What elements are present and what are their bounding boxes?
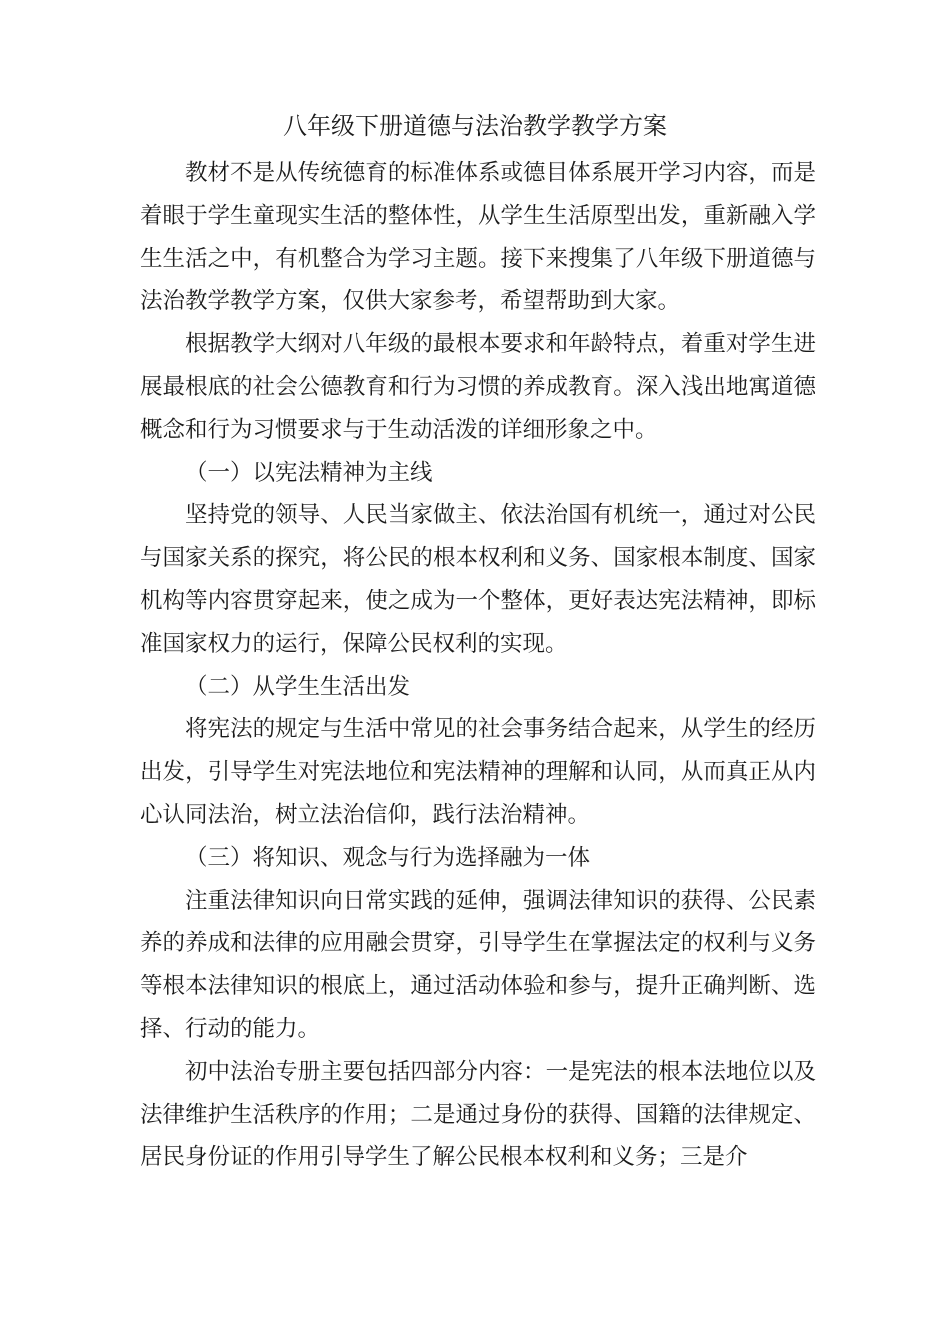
section-heading-1: （一）以宪法精神为主线 (185, 459, 433, 486)
paragraph-section-1: 坚持党的领导、人民当家做主、依法治国有机统一，通过对公民与国家关系的探究，将公民的根本权利和义务、国家根本制度、国家机构等内容贯穿起来，使之成为一个整体，更好表达宪法精神，即标准国家权力的运行，保障公民权利的实现。 (140, 502, 816, 657)
paragraph-law-volume: 初中法治专册主要包括四部分内容：一是宪法的根本法地位以及法律维护生活秩序的作用；二是通过身份的获得、国籍的法律规定、居民身份证的作用引导学生了解公民根本权利和义务；三是介 (140, 1058, 816, 1171)
document-body (140, 152, 816, 1179)
document-title: 八年级下册道德与法治教学教学方案 (283, 112, 667, 140)
section-heading-2: （二）从学生生活出发 (185, 673, 411, 700)
paragraph-section-2: 将宪法的规定与生活中常见的社会事务结合起来，从学生的经历出发，引导学生对宪法地位和宪法精神的理解和认同，从而真正从内心认同法治，树立法治信仰，践行法治精神。 (140, 716, 816, 828)
paragraph-section-3: 注重法律知识向日常实践的延伸，强调法律知识的获得、公民素养的养成和法律的应用融会贯穿，引导学生在掌握法定的权利与义务等根本法律知识的根底上，通过活动体验和参与，提升正确判断、选择、行动的能力。 (140, 887, 816, 1042)
paragraph-teaching-requirements: 根据教学大纲对八年级的最根本要求和年龄特点，着重对学生进展最根底的社会公德教育和行为习惯的养成教育。深入浅出地寓道德概念和行为习惯要求与于生动活泼的详细形象之中。 (140, 331, 816, 443)
paragraph-intro: 教材不是从传统德育的标准体系或德目体系展开学习内容，而是着眼于学生童现实生活的整体性，从学生生活原型出发，重新融入学生生活之中，有机整合为学习主题。接下来搜集了八年级下册道德与法治教学教学方案，仅供大家参考，希望帮助到大家。 (140, 160, 816, 315)
section-heading-3: （三）将知识、观念与行为选择融为一体 (185, 844, 591, 871)
